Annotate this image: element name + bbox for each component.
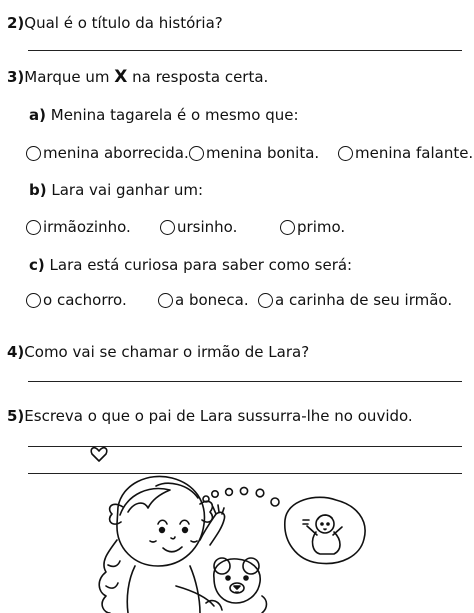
- question-5-text: Escreva o que o pai de Lara sussurra-lhe no ouvido.: [24, 407, 413, 425]
- question-2-text: Qual é o título da história?: [24, 14, 223, 32]
- option-label: primo.: [297, 218, 346, 236]
- thought-dot-icon: [226, 489, 233, 496]
- option-label: menina falante.: [355, 144, 474, 162]
- question-3-number: 3): [7, 68, 25, 86]
- heart-icon: [91, 448, 107, 461]
- thought-dot-icon: [240, 487, 247, 494]
- option-label: a carinha de seu irmão.: [275, 291, 453, 309]
- baby-icon: [303, 515, 342, 554]
- question-3a-text: Menina tagarela é o mesmo que:: [50, 106, 299, 124]
- question-3b-label: b): [29, 181, 47, 199]
- girl-figure: [99, 476, 224, 613]
- option-label: ursinho.: [177, 218, 238, 236]
- question-3c-label: c): [29, 256, 45, 274]
- option-label: o cachorro.: [43, 291, 127, 309]
- question-3-text-before: Marque um: [24, 68, 115, 86]
- thought-dot-icon: [256, 489, 264, 497]
- option-label: irmãozinho.: [43, 218, 131, 236]
- thought-dot-icon: [271, 498, 279, 506]
- question-3b-text: Lara vai ganhar um:: [51, 181, 204, 199]
- option-label: menina bonita.: [206, 144, 320, 162]
- option-label: a boneca.: [175, 291, 249, 309]
- question-4-number: 4): [7, 343, 25, 361]
- question-3-text-after: na resposta certa.: [127, 68, 269, 86]
- option-label: menina aborrecida.: [43, 144, 189, 162]
- question-4-text: Como vai se chamar o irmão de Lara?: [24, 343, 310, 361]
- thought-dot-icon: [212, 491, 218, 497]
- question-3a-label: a): [29, 106, 46, 124]
- question-2-number: 2): [7, 14, 25, 32]
- question-5-number: 5): [7, 407, 25, 425]
- x-mark: X: [114, 67, 128, 87]
- question-3c-text: Lara está curiosa para saber como será:: [49, 256, 353, 274]
